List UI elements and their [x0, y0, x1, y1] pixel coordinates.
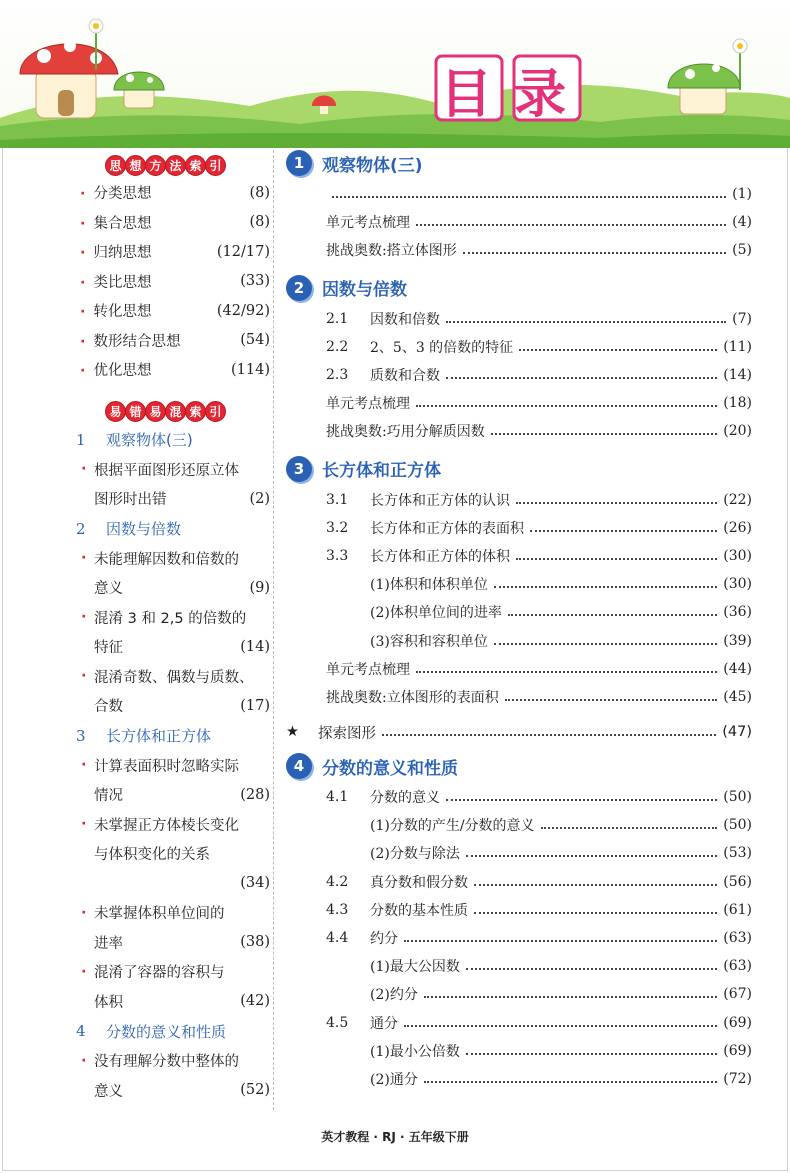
leader-dots: [416, 405, 717, 407]
leader-dots: [446, 377, 717, 379]
toc-row[interactable]: [286, 333, 752, 361]
error-item-text: 图形时出错: [94, 492, 167, 509]
toc-row[interactable]: [286, 1009, 752, 1037]
section-number: 3: [76, 726, 86, 745]
toc-row[interactable]: [286, 542, 752, 570]
section-title: 观察物体(三): [106, 431, 193, 449]
section-number: 4: [76, 1022, 86, 1040]
toc-row[interactable]: [286, 980, 752, 1008]
badge-char: 易: [105, 401, 126, 422]
error-item-text: 特征: [94, 640, 123, 657]
error-item-text: 意义: [94, 581, 123, 598]
error-item-line: [74, 751, 270, 781]
error-item-line: [74, 632, 270, 662]
toc-row[interactable]: [286, 811, 752, 839]
section-number: 2: [76, 519, 86, 538]
toc-row[interactable]: [286, 305, 752, 333]
method-item[interactable]: [74, 208, 270, 238]
leader-dots: [466, 1053, 717, 1055]
leader-dots: [530, 530, 717, 532]
toc-label: 挑战奥数:立体图形的表面积: [326, 689, 499, 706]
method-label: · 分类思想: [74, 182, 152, 203]
error-item-page: (14): [240, 638, 270, 655]
badge-char: 想: [125, 155, 146, 176]
leader-dots: [474, 884, 717, 886]
toc-page: (36): [723, 604, 752, 621]
error-item-text: · 未掌握体积单位间的: [94, 906, 225, 923]
leader-dots: [516, 502, 717, 504]
chapter-heading[interactable]: [286, 749, 752, 783]
toc-page: (53): [723, 845, 752, 862]
method-item[interactable]: [74, 237, 270, 267]
error-item[interactable]: [0, 1046, 270, 1105]
section-number: 4.1: [326, 789, 349, 806]
method-item[interactable]: [74, 296, 270, 326]
toc-page: (11): [723, 338, 752, 355]
method-page: (12/17): [216, 243, 270, 260]
toc-page: (1): [732, 186, 752, 203]
badge-char: 思: [105, 155, 126, 176]
error-item-text: 进率: [94, 935, 123, 952]
error-item-page: (34): [240, 875, 270, 892]
explore-page: (47): [722, 724, 752, 740]
method-item[interactable]: [74, 355, 270, 385]
toc-label: 长方体和正方体的体积: [370, 548, 510, 565]
error-section-heading[interactable]: [0, 1016, 270, 1046]
toc-row[interactable]: [286, 839, 752, 867]
toc-page: (56): [723, 873, 752, 890]
leader-dots: [446, 799, 717, 801]
chapter-title: 观察物体(三): [322, 155, 423, 176]
toc-row[interactable]: [286, 486, 752, 514]
toc-page: (4): [732, 214, 752, 231]
error-item-line: [74, 603, 270, 633]
method-index-badge: [60, 152, 270, 178]
toc-label: 2、5、3 的倍数的特征: [370, 339, 514, 356]
badge-char: 索: [185, 401, 206, 422]
toc-label: (1)最小公倍数: [370, 1043, 460, 1060]
leader-dots: [416, 671, 717, 673]
error-item-text: · 混淆 3 和 2,5 的倍数的: [94, 610, 247, 627]
toc-label: 因数和倍数: [370, 311, 440, 328]
method-item[interactable]: [74, 267, 270, 297]
toc-row[interactable]: [286, 417, 752, 445]
error-index-badge: [60, 399, 270, 425]
toc-page: (20): [723, 423, 752, 440]
error-sections: [0, 425, 270, 1106]
method-page: (8): [249, 184, 270, 201]
toc-row[interactable]: [286, 598, 752, 626]
method-label: · 集合思想: [74, 212, 152, 233]
leader-dots: [516, 558, 717, 560]
section-number: 3.2: [326, 519, 349, 536]
toc-label: 挑战奥数:搭立体图形: [326, 243, 457, 260]
section-number: 2.3: [326, 367, 349, 384]
error-item[interactable]: [0, 810, 270, 899]
error-item-text: · 根据平面图形还原立体: [94, 462, 239, 479]
chapter-heading[interactable]: [286, 452, 752, 486]
error-item-line: [74, 662, 270, 692]
chapter-number-badge: 2: [286, 275, 312, 301]
leader-dots: [404, 1025, 717, 1027]
toc-page: (44): [723, 660, 752, 677]
toc-row[interactable]: [286, 361, 752, 389]
toc-label: (1)最大公因数: [370, 959, 460, 976]
toc-label: 单元考点梳理: [326, 661, 410, 678]
badge-char: 错: [125, 401, 146, 422]
toc-label: (3)容积和容积单位: [370, 633, 488, 650]
error-item-line: [74, 544, 270, 574]
leader-dots: [541, 827, 718, 829]
toc-label: 分数的基本性质: [370, 902, 468, 919]
toc-page: (72): [723, 1070, 752, 1087]
error-item[interactable]: [0, 662, 270, 721]
leader-dots: [519, 349, 717, 351]
toc-page: (14): [723, 367, 752, 384]
toc-row[interactable]: [286, 952, 752, 980]
method-item[interactable]: [74, 178, 270, 208]
badge-char: 引: [205, 155, 226, 176]
leader-dots: [466, 855, 717, 857]
section-number: 3.3: [326, 547, 349, 564]
error-item-text: 体积: [94, 994, 123, 1011]
error-item[interactable]: [0, 957, 270, 1016]
toc-row[interactable]: [286, 924, 752, 952]
toc-row[interactable]: [286, 1065, 752, 1093]
toc-page: (18): [723, 395, 752, 412]
toc-label: (1)分数的产生/分数的意义: [370, 818, 535, 835]
leader-dots: [491, 433, 718, 435]
chapter-heading[interactable]: [286, 271, 752, 305]
method-label: · 类比思想: [74, 271, 152, 292]
toc-row[interactable]: [286, 1037, 752, 1065]
toc-page: (7): [732, 310, 752, 327]
error-item-page: (42): [240, 993, 270, 1010]
toc-row[interactable]: [286, 570, 752, 598]
toc-label: 真分数和假分数: [370, 874, 468, 891]
leader-dots: [466, 968, 717, 970]
toc-label: 挑战奥数:巧用分解质因数: [326, 424, 485, 441]
toc-page: (50): [723, 817, 752, 834]
method-label: · 优化思想: [74, 359, 152, 380]
error-item-line: [74, 869, 270, 899]
toc-label: (2)体积单位间的进率: [370, 605, 502, 622]
error-item-line: [74, 455, 270, 485]
error-item-line: [74, 484, 270, 514]
leader-dots: [508, 614, 717, 616]
error-item-text: · 没有理解分数中整体的: [94, 1054, 239, 1071]
method-page: (42/92): [216, 302, 270, 319]
badge-char: 引: [205, 401, 226, 422]
error-item-page: (17): [240, 697, 270, 714]
toc-page: (69): [723, 1014, 752, 1031]
method-label: · 归纳思想: [74, 241, 152, 262]
chapter-title: 因数与倍数: [322, 280, 407, 301]
error-item-text: · 混淆奇数、偶数与质数、: [94, 669, 254, 686]
toc-label: 单元考点梳理: [326, 396, 410, 413]
toc-page: (30): [723, 547, 752, 564]
badge-char: 混: [165, 401, 186, 422]
toc-label: 长方体和正方体的认识: [370, 492, 510, 509]
toc-label: 分数的意义: [370, 790, 440, 807]
error-item-line: [74, 957, 270, 987]
chapter-heading[interactable]: [286, 146, 752, 180]
section-number: 1: [76, 430, 86, 449]
error-item-page: (28): [240, 786, 270, 803]
toc-row[interactable]: [286, 208, 752, 236]
error-item-line: [74, 898, 270, 928]
toc-row[interactable]: [286, 236, 752, 264]
error-item-line: [74, 839, 270, 869]
badge-char: 方: [145, 155, 166, 176]
error-item-text: · 未能理解因数和倍数的: [94, 551, 239, 568]
leader-dots: [424, 996, 717, 998]
toc-row[interactable]: [286, 868, 752, 896]
error-item-page: (2): [249, 490, 270, 507]
badge-char: 法: [165, 155, 186, 176]
right-column: [286, 146, 752, 1093]
section-number: 4.5: [326, 1014, 349, 1031]
leader-dots: [463, 252, 726, 254]
error-item-text: · 未掌握正方体棱长变化: [94, 817, 239, 834]
toc-row[interactable]: [286, 180, 752, 208]
error-item-page: (38): [240, 934, 270, 951]
leader-dots: [404, 940, 717, 942]
badge-char: 易: [145, 401, 166, 422]
method-label: · 转化思想: [74, 300, 152, 321]
leader-dots: [494, 643, 717, 645]
section-number: 4.4: [326, 930, 349, 947]
section-number: 2.2: [326, 338, 349, 355]
left-column: [74, 148, 270, 1105]
method-page: (54): [240, 332, 270, 349]
leader-dots: [505, 699, 718, 701]
error-item-page: (9): [249, 579, 270, 596]
explore-row[interactable]: [286, 715, 752, 749]
leader-dots: [446, 321, 726, 323]
error-item-line: [74, 1046, 270, 1076]
page-title: 目录: [440, 64, 589, 125]
error-item[interactable]: [0, 898, 270, 957]
method-label: · 数形结合思想: [74, 330, 181, 351]
method-page: (33): [240, 273, 270, 290]
leader-dots: [332, 196, 726, 198]
toc-label: (1)体积和体积单位: [370, 577, 488, 594]
toc-label: 约分: [370, 931, 398, 948]
footer: 英才教程 · RJ · 五年级下册: [321, 1130, 469, 1144]
error-item[interactable]: [0, 544, 270, 603]
chapter-number-badge: 4: [286, 753, 312, 779]
section-title: 因数与倍数: [106, 520, 182, 538]
leader-dots: [416, 224, 726, 226]
toc-label: 单元考点梳理: [326, 215, 410, 232]
header-illustration: [0, 0, 790, 148]
toc-page: (63): [723, 930, 752, 947]
toc-page: (26): [723, 519, 752, 536]
toc-label: (2)约分: [370, 987, 418, 1004]
chapter-number-badge: 3: [286, 456, 312, 482]
toc-page: (63): [723, 958, 752, 975]
toc-row[interactable]: [286, 514, 752, 542]
error-item-line: [74, 1076, 270, 1106]
method-item[interactable]: [74, 326, 270, 356]
error-item-text: 意义: [94, 1083, 123, 1100]
error-item-text: · 计算表面积时忽略实际: [94, 758, 239, 775]
toc-row[interactable]: [286, 683, 752, 711]
error-item-page: (52): [240, 1082, 270, 1099]
section-number: 3.1: [326, 491, 349, 508]
toc-page: (30): [723, 576, 752, 593]
leader-dots: [382, 734, 716, 736]
toc-label: 长方体和正方体的表面积: [370, 520, 524, 537]
error-item-line: [74, 573, 270, 603]
toc-page: (5): [732, 242, 752, 259]
error-item-text: 合数: [94, 699, 123, 716]
section-number: 4.3: [326, 901, 349, 918]
star-icon: ★: [286, 724, 299, 740]
error-item-line: [74, 780, 270, 810]
toc-row[interactable]: [286, 389, 752, 417]
method-list: [74, 178, 270, 385]
badge-char: 索: [185, 155, 206, 176]
section-number: 4.2: [326, 873, 349, 890]
chapter-title: 分数的意义和性质: [322, 758, 458, 779]
chapter-number-badge: 1: [286, 150, 312, 176]
error-item[interactable]: [0, 751, 270, 810]
toc-page: (39): [723, 632, 752, 649]
toc-row[interactable]: [286, 783, 752, 811]
explore-label: 探索图形: [318, 725, 376, 742]
toc-row[interactable]: [286, 626, 752, 654]
error-section-heading[interactable]: [0, 514, 270, 544]
toc-row[interactable]: [286, 896, 752, 924]
method-page: (8): [249, 214, 270, 231]
chapter-title: 长方体和正方体: [322, 461, 441, 481]
error-item-text: 情况: [94, 788, 123, 805]
error-item[interactable]: [0, 603, 270, 662]
toc-page: (50): [723, 789, 752, 806]
error-item-line: [74, 928, 270, 958]
toc-label: (2)分数与除法: [370, 846, 460, 863]
section-title: 长方体和正方体: [106, 727, 212, 745]
error-item-text: · 混淆了容器的容积与: [94, 965, 225, 982]
section-number: 2.1: [326, 310, 349, 327]
error-section-heading[interactable]: [0, 425, 270, 455]
toc-label: 通分: [370, 1015, 398, 1032]
toc-page: (67): [723, 986, 752, 1003]
error-item-line: [74, 810, 270, 840]
toc-row[interactable]: [286, 655, 752, 683]
toc-page: (61): [723, 901, 752, 918]
leader-dots: [474, 912, 717, 914]
error-item-line: [74, 987, 270, 1017]
error-section-heading[interactable]: [0, 721, 270, 751]
section-title: 分数的意义和性质: [106, 1022, 227, 1041]
toc-page: (45): [723, 688, 752, 705]
column-divider: [273, 150, 275, 1110]
method-page: (114): [231, 361, 270, 378]
error-item-line: [74, 691, 270, 721]
toc-label: 质数和合数: [370, 368, 440, 385]
error-item[interactable]: [0, 455, 270, 514]
toc-page: (22): [723, 491, 752, 508]
leader-dots: [494, 586, 717, 588]
error-item-text: 与体积变化的关系: [94, 847, 210, 864]
toc-page: (69): [723, 1042, 752, 1059]
leader-dots: [424, 1081, 717, 1083]
toc-label: (2)通分: [370, 1071, 418, 1088]
